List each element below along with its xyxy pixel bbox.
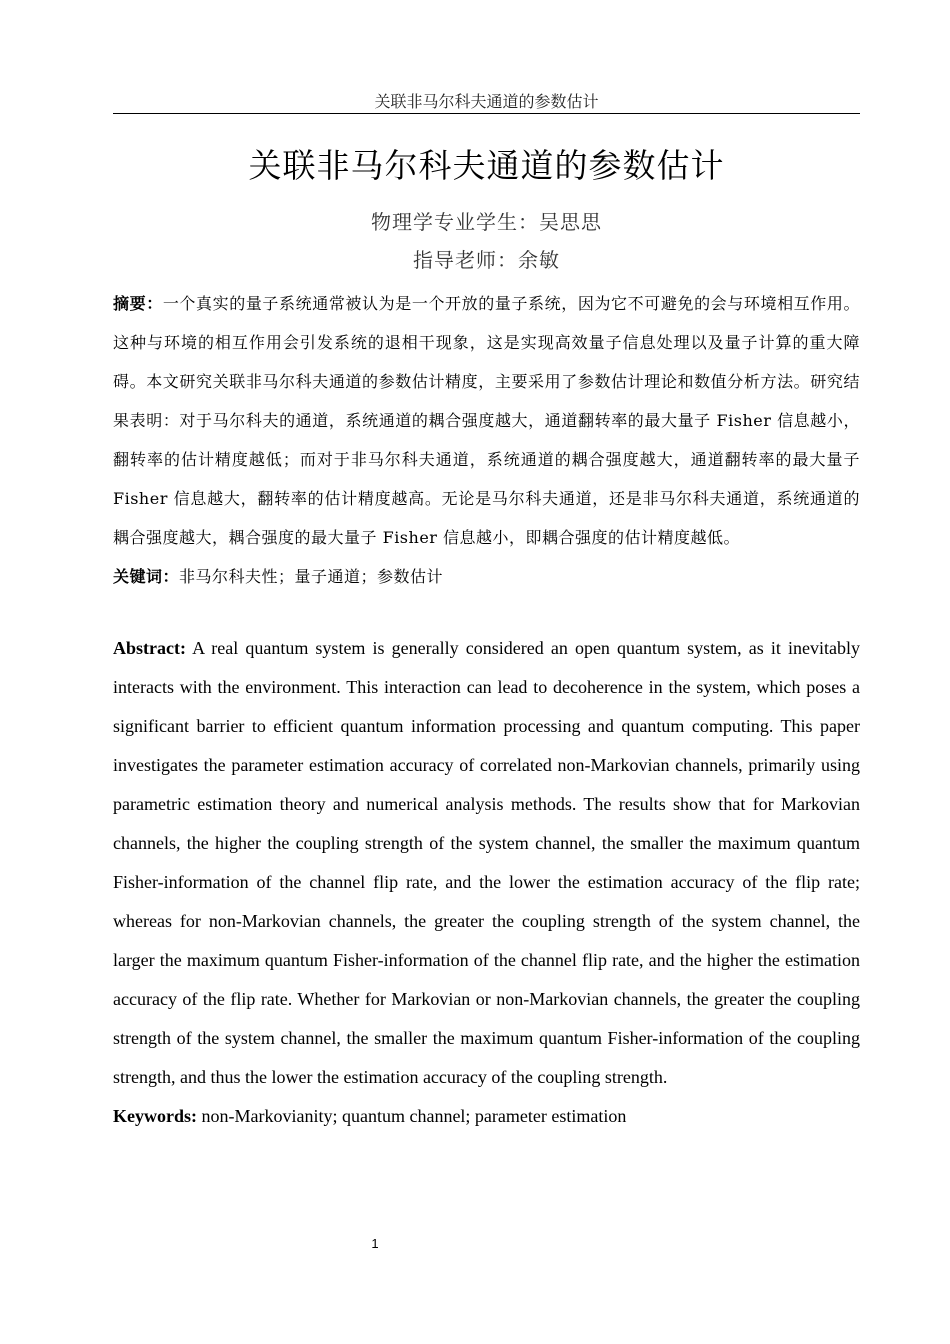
english-abstract bbox=[113, 629, 860, 1097]
chinese-abstract-text: 一个真实的量子系统通常被认为是一个开放的量子系统，因为它不可避免的会与环境相互作用。这种与环境的相互作用会引发系统的退相干现象，这是实现高效量子信息处理以及量子计算的重大障碍。本文研究关联非马尔科夫通道的参数估计精度，主要采用了参数估计理论和数值分析方法。研究结果表明：对于马尔科夫的通道，系统通道的耦合强度越大，通道翻转率的最大量子 Fisher 信息越小，翻转率的估计精度越低；而对于非马尔科夫通道，系统通道的耦合强度越大，通道翻转率的最大量子 Fisher 信息越大，翻转率的估计精度越高。无论是马尔科夫通道，还是非马尔科夫通道，系统通道的耦合强度越大，耦合强度的最大量子 Fisher 信息越小，即耦合强度的估计精度越低。 bbox=[113, 294, 860, 547]
chinese-abstract-section bbox=[113, 284, 860, 596]
running-header: 关联非马尔科夫通道的参数估计 bbox=[113, 92, 860, 114]
chinese-abstract bbox=[113, 284, 860, 557]
english-abstract-section bbox=[113, 629, 860, 1136]
chinese-keywords bbox=[113, 557, 860, 596]
english-keywords bbox=[113, 1097, 860, 1136]
english-keywords-text: non-Markovianity; quantum channel; parameter estimation bbox=[201, 1106, 627, 1126]
paper-title: 关联非马尔科夫通道的参数估计 bbox=[248, 146, 725, 185]
english-abstract-label: Abstract: bbox=[113, 638, 186, 658]
chinese-abstract-label: 摘要： bbox=[113, 294, 163, 313]
english-keywords-label: Keywords: bbox=[113, 1106, 197, 1126]
english-abstract-text: A real quantum system is generally considered an open quantum system, as it inevitably interacts with the environment. This interaction can lead to decoherence in the system, which poses a significant barrier to efficient quantum information processing and quantum computing. This paper investigates the parameter estimation accuracy of correlated non-Markovian channels, primarily using parametric estimation theory and numerical analysis methods. The results show that for Markovian channels, the higher the coupling strength of the system channel, the smaller the maximum quantum Fisher-information of the channel flip rate, and the lower the estimation accuracy of the flip rate; whereas for non-Markovian channels, the greater the coupling strength of the system channel, the larger the maximum quantum Fisher-information of the channel flip rate, and the higher the estimation accuracy of the flip rate. Whether for Markovian or non-Markovian channels, the greater the coupling strength of the system channel, the smaller the maximum quantum Fisher-information of the coupling strength, and thus the lower the estimation accuracy of the coupling strength. bbox=[113, 638, 860, 1087]
page-number: 1 bbox=[371, 1236, 379, 1251]
student-author: 物理学专业学生：吴思思 bbox=[371, 210, 602, 234]
chinese-keywords-text: 非马尔科夫性；量子通道；参数估计 bbox=[179, 567, 444, 586]
chinese-keywords-label: 关键词： bbox=[113, 567, 180, 586]
advisor-author: 指导老师：余敏 bbox=[413, 248, 560, 272]
